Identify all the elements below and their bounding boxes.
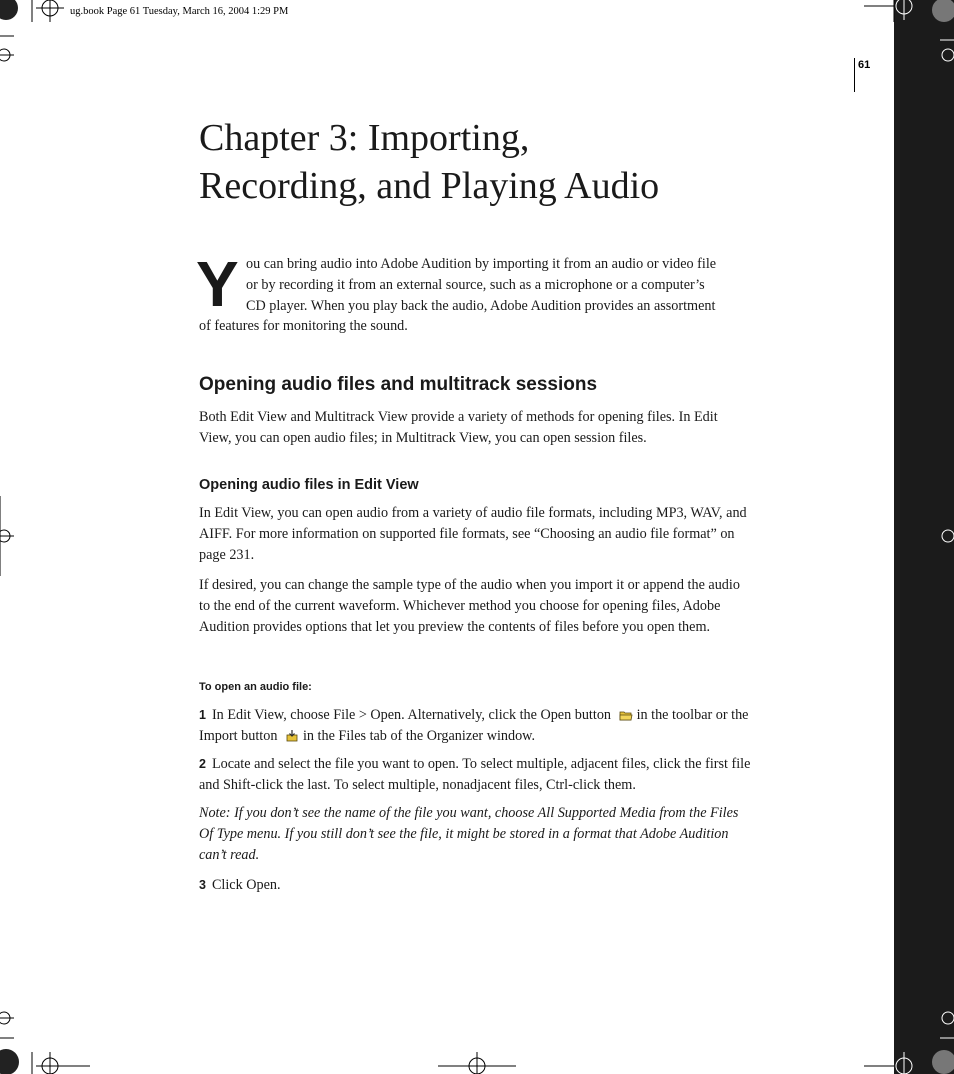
- step-2: [199, 754, 753, 796]
- intro-line-4: of features for monitoring the sound.: [199, 318, 408, 334]
- step-3: [199, 875, 753, 896]
- note: [199, 803, 753, 865]
- step-1: [199, 705, 753, 747]
- note-label: Note:: [199, 805, 231, 821]
- step-3-number: 3: [199, 878, 206, 892]
- section-para-text: Both Edit View and Multitrack View provide a variety of methods for opening files. In Edit View, you can open audio files; in Multitrack View, you can open session files.: [199, 409, 718, 446]
- subsection-paragraph-2: [199, 575, 753, 637]
- procedure-heading: To open an audio file:: [199, 681, 312, 693]
- step-2-text: Locate and select the file you want to open. To select multiple, adjacent files, click the first file and Shift-click the last. To select multiple, nonadjacent files, Ctrl-click them.: [199, 756, 751, 793]
- step-1-text-b: in the toolbar or the Import button: [199, 707, 749, 744]
- open-folder-icon: [619, 709, 633, 721]
- subsection-paragraph-1: [199, 503, 753, 565]
- subsection-heading: Opening audio files in Edit View: [199, 477, 419, 493]
- section-heading: Opening audio files and multitrack sessions: [199, 374, 598, 395]
- registration-mark-icon: [36, 0, 64, 22]
- subsection-para2-text: If desired, you can change the sample type of the audio when you import it or append the audio to the end of the current waveform. Whichever method you choose for opening files, Adobe Audition provides options that let you preview the contents of files before you open them.: [199, 577, 740, 635]
- intro-line-2: or by recording it from an external source, such as a microphone or a computer’s: [246, 277, 705, 293]
- import-icon: [285, 730, 299, 742]
- intro-line-3: CD player. When you play back the audio, Adobe Audition provides an assortment: [246, 298, 716, 314]
- step-3-text: Click Open.: [211, 877, 281, 893]
- intro-line-1: ou can bring audio into Adobe Audition by importing it from an audio or video file: [246, 256, 717, 272]
- page-number-rule: [854, 58, 855, 92]
- note-text: If you don’t see the name of the file you want, choose All Supported Media from the Files Of Type menu. If you still don’t see the file, it might be stored in a format that Adobe Audition can’t read.: [199, 805, 739, 863]
- step-1-number: 1: [199, 708, 206, 722]
- step-2-number: 2: [199, 757, 206, 771]
- drop-cap: Y: [196, 248, 239, 320]
- subsection-para1-text: In Edit View, you can open audio from a variety of audio file formats, including MP3, WAV, and AIFF. For more information on supported file formats, see “Choosing an audio file format” on page 231.: [199, 505, 747, 563]
- chapter-title: [199, 114, 819, 210]
- chapter-title-line1: Chapter 3: Importing,: [199, 117, 530, 159]
- step-1-text-c: in the Files tab of the Organizer window.: [302, 727, 536, 744]
- section-paragraph: [199, 407, 753, 449]
- page-number: 61: [858, 59, 871, 71]
- chapter-title-line2: Recording, and Playing Audio: [199, 165, 660, 207]
- print-slug: ug.book Page 61 Tuesday, March 16, 2004 1:29 PM: [70, 6, 289, 17]
- step-1-text-a: In Edit View, choose File > Open. Alternatively, click the Open button: [211, 707, 612, 723]
